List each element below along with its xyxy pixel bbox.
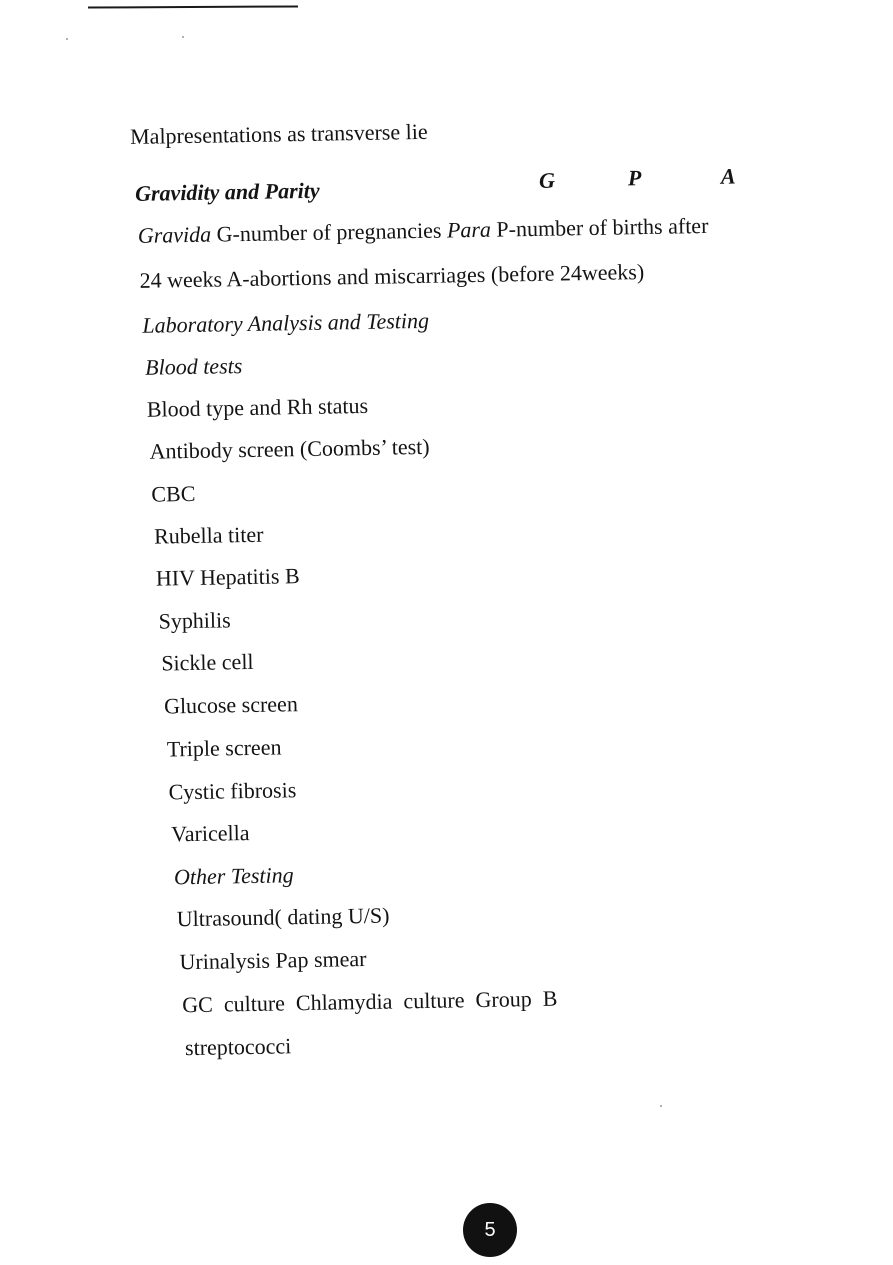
gpa-a: A (720, 163, 736, 189)
list-item: Urinalysis Pap smear (179, 946, 367, 975)
list-item: Rubella titer (153, 521, 264, 549)
weeks-line: 24 weeks A-abortions and miscarriages (before 24weeks) (139, 259, 645, 293)
list-item: Glucose screen (163, 691, 299, 719)
list-item: Sickle cell (161, 648, 254, 676)
list-item: CBC (151, 480, 196, 507)
list-item: Syphilis (158, 607, 231, 634)
list-item: Varicella (171, 820, 250, 847)
other-heading: Other Testing (173, 862, 294, 890)
gpa-p: P (627, 165, 642, 191)
gravidity-heading: Gravidity and Parity (134, 177, 320, 206)
list-item: Antibody screen (Coombs’ test) (149, 433, 430, 464)
gravida-text: G-number of pregnancies (210, 217, 448, 247)
para-label: Para (446, 216, 492, 243)
malpresentations-line: Malpresentations as transverse lie (129, 118, 428, 149)
gravida-para-line (138, 213, 709, 249)
page-number-badge: 5 (463, 1203, 517, 1257)
para-text: P-number of births after (490, 212, 709, 242)
blood-heading: Blood tests (144, 353, 243, 380)
list-item: Triple screen (166, 734, 282, 762)
gpa-g: G (538, 167, 556, 193)
list-item: streptococci (184, 1033, 292, 1061)
list-item: Ultrasound( dating U/S) (176, 902, 390, 932)
gravida-label: Gravida (137, 221, 212, 248)
list-item: GC culture Chlamydia culture Group B (182, 985, 558, 1018)
list-item: Blood type and Rh status (146, 392, 369, 422)
list-item: Cystic fibrosis (168, 777, 297, 805)
list-item: HIV Hepatitis B (155, 563, 300, 591)
lab-heading: Laboratory Analysis and Testing (142, 307, 430, 338)
